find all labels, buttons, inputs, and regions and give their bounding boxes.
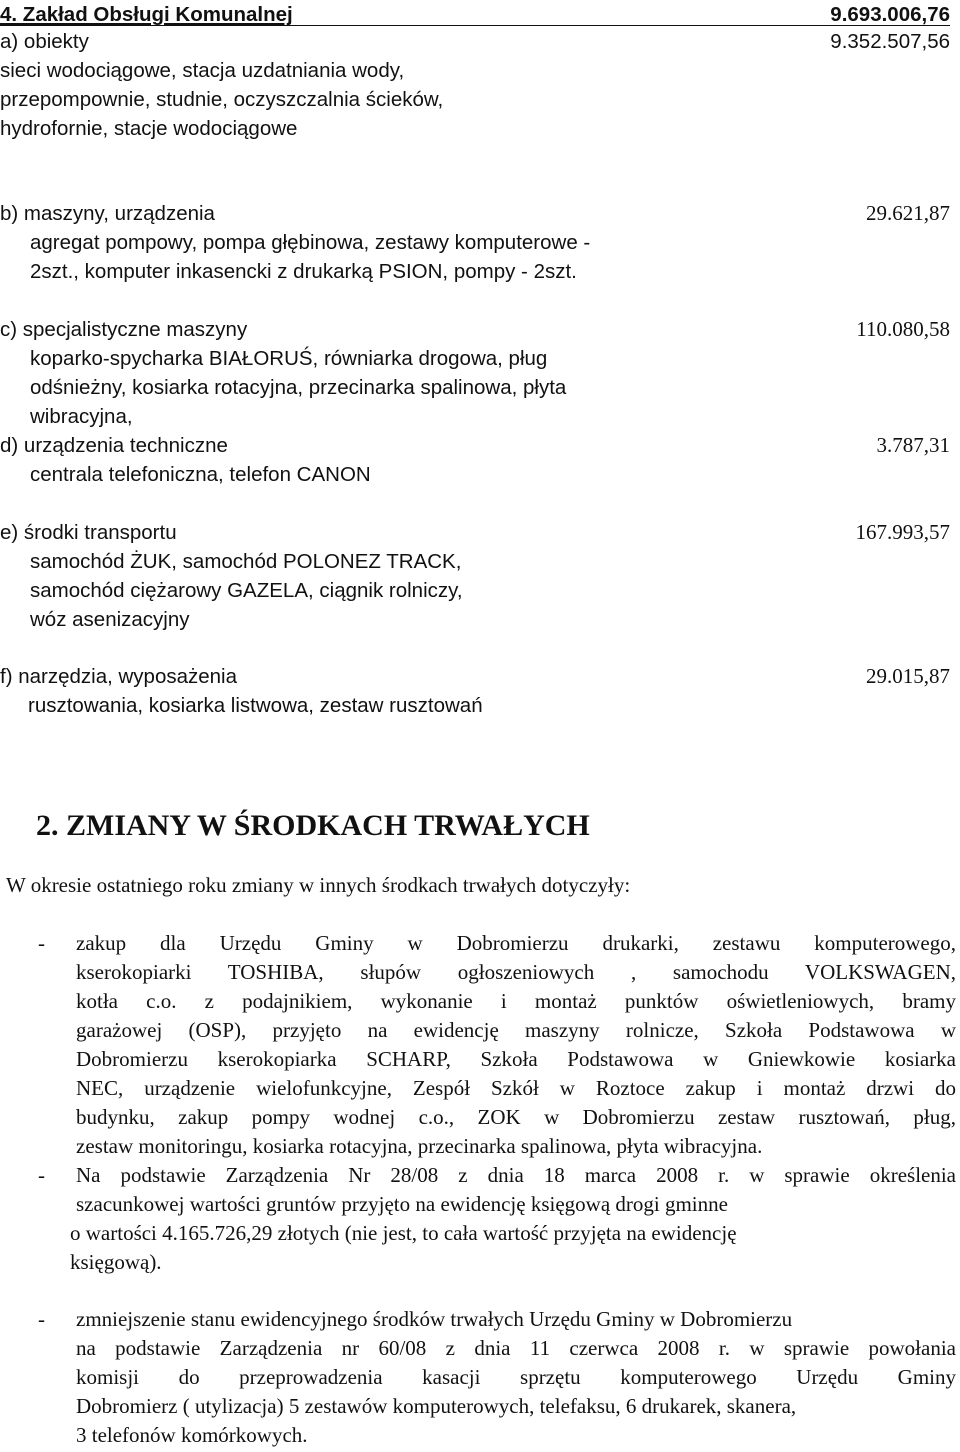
asset-category-row [0, 27, 960, 56]
asset-category-label: e) środki transportu [0, 521, 177, 544]
list-item-line: kserokopiarki TOSHIBA, słupów ogłoszeniowych , samochodu VOLKSWAGEN, [76, 960, 956, 984]
list-item-line: budynku, zakup pompy wodnej c.o., ZOK w Dobromierzu zestaw rusztowań, pług, [76, 1105, 956, 1129]
list-dash: - [38, 1163, 45, 1187]
description-line: hydrofornie, stacje wodociągowe [0, 117, 298, 140]
list-item-line: zestaw monitoringu, kosiarka rotacyjna, przecinarka spalinowa, płyta wibracyjna. [76, 1134, 763, 1158]
description-line: centrala telefoniczna, telefon CANON [30, 463, 371, 486]
asset-category-description [30, 547, 710, 634]
list-dash: - [38, 931, 45, 955]
description-line: rusztowania, kosiarka listwowa, zestaw rusztowań [28, 694, 483, 717]
section-title: 2. ZMIANY W ŚRODKACH TRWAŁYCH [36, 809, 590, 842]
list-item-line: 3 telefonów komórkowych. [76, 1423, 308, 1447]
asset-category-row [0, 199, 960, 228]
description-line: przepompownie, studnie, oczyszczalnia ścieków, [0, 88, 444, 111]
unit-header-amount: 9.693.006,76 [830, 3, 950, 26]
asset-category-amount: 110.080,58 [856, 317, 950, 341]
asset-category-amount: 29.621,87 [866, 201, 950, 225]
asset-category-label: f) narzędzia, wyposażenia [0, 665, 238, 688]
description-line: odśnieżny, kosiarka rotacyjna, przecinarka spalinowa, płyta [30, 376, 567, 399]
list-item-text [76, 929, 956, 1161]
asset-category-description [30, 460, 710, 489]
description-line: 2szt., komputer inkasencki z drukarką PSION, pompy - 2szt. [30, 260, 577, 283]
list-item-line: na podstawie Zarządzenia nr 60/08 z dnia 11 czerwca 2008 r. w sprawie powołania [76, 1336, 956, 1360]
list-item-line: szacunkowej wartości gruntów przyjęto na ewidencję księgową drogi gminne [76, 1192, 728, 1216]
asset-category-row [0, 662, 960, 691]
list-item-line: Dobromierzu kserokopiarka SCHARP, Szkoła Podstawowa w Gniewkowie kosiarka [76, 1047, 956, 1071]
asset-category-description [30, 344, 710, 431]
asset-category-label: c) specjalistyczne maszyny [0, 318, 248, 341]
asset-category-description [28, 691, 708, 720]
list-item-line: zmniejszenie stanu ewidencyjnego środków trwałych Urzędu Gminy w Dobromierzu [76, 1307, 793, 1331]
list-item-line: garażowej (OSP), przyjęto na ewidencję maszyny rolnicze, Szkoła Podstawowa w [76, 1018, 956, 1042]
description-line: koparko-spycharka BIAŁORUŚ, równiarka drogowa, pług [30, 347, 548, 370]
list-item-line: księgową). [70, 1250, 162, 1274]
asset-category-row [0, 518, 960, 547]
asset-category-description [0, 56, 680, 143]
asset-category-row [0, 431, 960, 460]
asset-category-row [0, 315, 960, 344]
description-line: sieci wodociągowe, stacja uzdatniania wody, [0, 59, 405, 82]
list-item-line: komisji do przeprowadzenia kasacji sprzętu komputerowego Urzędu Gminy [76, 1365, 956, 1389]
description-line: wibracyjna, [30, 405, 133, 428]
list-item-line: Dobromierz ( utylizacja) 5 zestawów komputerowych, telefaksu, 6 drukarek, skanera, [76, 1394, 797, 1418]
description-line: samochód ŻUK, samochód POLONEZ TRACK, [30, 550, 462, 573]
list-item-text [70, 1161, 956, 1277]
list-item-line: Na podstawie Zarządzenia Nr 28/08 z dnia 18 marca 2008 r. w sprawie określenia [76, 1163, 956, 1187]
asset-category-label: a) obiekty [0, 30, 89, 53]
list-item-line: kotła c.o. z podajnikiem, wykonanie i montaż punktów oświetleniowych, bramy [76, 989, 956, 1013]
asset-category-amount: 167.993,57 [855, 520, 950, 544]
asset-category-amount: 29.015,87 [866, 664, 950, 688]
asset-category-label: b) maszyny, urządzenia [0, 202, 215, 225]
list-dash: - [38, 1307, 45, 1331]
asset-category-amount: 3.787,31 [876, 433, 950, 457]
asset-category-label: d) urządzenia techniczne [0, 434, 228, 457]
description-line: samochód ciężarowy GAZELA, ciągnik rolniczy, [30, 579, 463, 602]
unit-header-label: 4. Zakład Obsługi Komunalnej [0, 3, 293, 26]
description-line: wóz asenizacyjny [30, 608, 190, 631]
list-item-text [76, 1305, 956, 1450]
unit-header [0, 0, 960, 30]
list-item-line: o wartości 4.165.726,29 złotych (nie jest, to cała wartość przyjęta na ewidencję [70, 1221, 737, 1245]
list-item-line: NEC, urządzenie wielofunkcyjne, Zespół Szkół w Roztoce zakup i montaż drzwi do [76, 1076, 956, 1100]
asset-category-description [30, 228, 710, 286]
header-underline [0, 25, 950, 26]
list-item-line: zakup dla Urzędu Gminy w Dobromierzu drukarki, zestawu komputerowego, [76, 931, 956, 955]
description-line: agregat pompowy, pompa głębinowa, zestawy komputerowe - [30, 231, 591, 254]
section-intro: W okresie ostatniego roku zmiany w innych środkach trwałych dotyczyły: [6, 873, 631, 897]
asset-category-amount: 9.352.507,56 [830, 30, 950, 53]
